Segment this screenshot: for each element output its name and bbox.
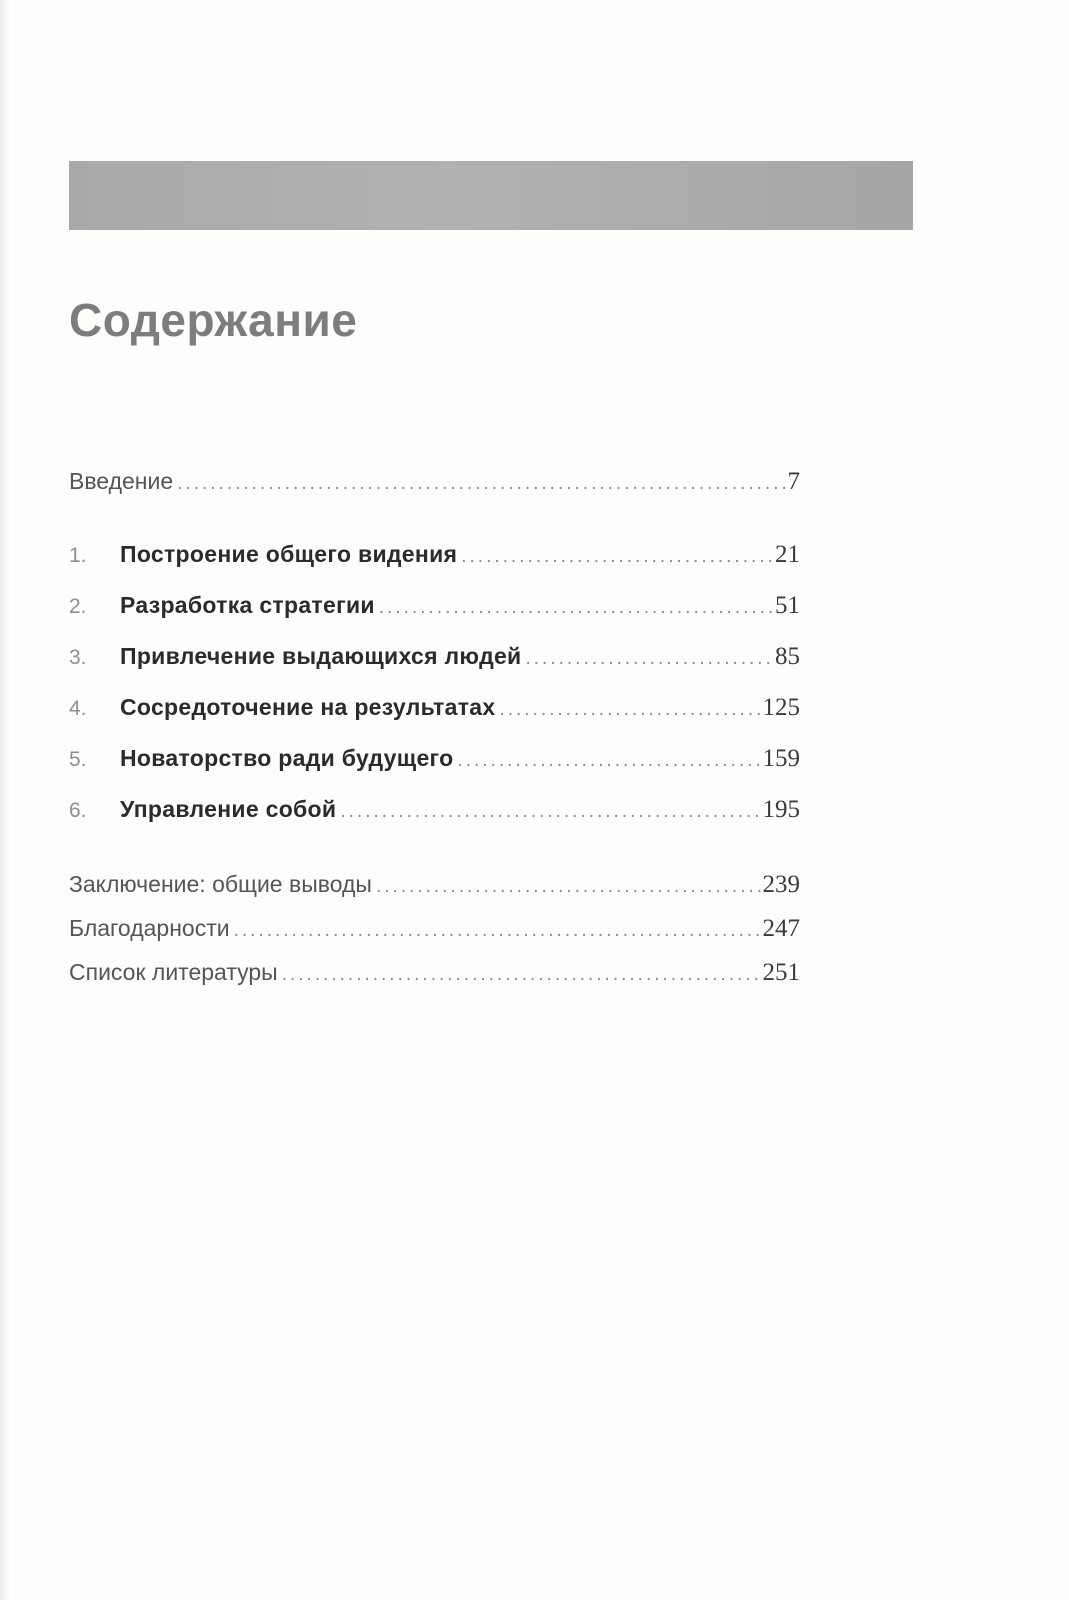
toc-page-number: 7: [787, 468, 800, 495]
toc-entry-introduction[interactable]: [69, 465, 800, 497]
toc-entry-label: Разработка стратегии: [120, 592, 375, 618]
toc-dot-leader: [457, 745, 760, 777]
toc-page-number: 251: [762, 959, 800, 986]
toc-entry-bibliography[interactable]: [69, 956, 800, 988]
toc-entry-chapter-6[interactable]: [69, 793, 800, 825]
toc-dot-leader: [234, 915, 761, 947]
toc-entry-label: Привлечение выдающихся людей: [120, 643, 522, 669]
toc-page-number: 125: [762, 694, 800, 721]
toc-entry-label: Управление собой: [120, 796, 337, 822]
toc-chapter-number: 1.: [69, 544, 87, 567]
toc-chapter-number: 4.: [69, 697, 87, 720]
toc-page-number: 239: [762, 871, 800, 898]
toc-entry-label: Благодарности: [69, 915, 230, 941]
toc-entry-acknowledgements[interactable]: [69, 912, 800, 944]
toc-chapter-number: 6.: [69, 799, 87, 822]
toc-dot-leader: [461, 541, 773, 573]
toc-entry-label: Сосредоточение на результатах: [120, 694, 496, 720]
toc-dot-leader: [379, 592, 773, 624]
toc-page-number: 85: [775, 643, 800, 670]
page-edge-shadow: [0, 0, 10, 1600]
toc-entry-label: Введение: [69, 468, 174, 494]
toc-dot-leader: [526, 643, 774, 675]
toc-entry-conclusion[interactable]: [69, 868, 800, 900]
toc-entry-label: Список литературы: [69, 959, 278, 985]
toc-page-number: 195: [762, 796, 800, 823]
toc-entry-chapter-3[interactable]: [69, 640, 800, 672]
toc-page-number: 159: [762, 745, 800, 772]
toc-page-number: 247: [762, 915, 800, 942]
toc-entry-label: Заключение: общие выводы: [69, 871, 372, 897]
toc-entry-chapter-4[interactable]: [69, 691, 800, 723]
toc-chapter-number: 5.: [69, 748, 87, 771]
toc-entry-chapter-5[interactable]: [69, 742, 800, 774]
page-title: Содержание: [69, 294, 358, 346]
toc-page-number: 21: [775, 541, 800, 568]
toc-dot-leader: [282, 959, 761, 991]
toc-chapter-number: 2.: [69, 595, 87, 618]
toc-dot-leader: [376, 871, 761, 903]
toc-dot-leader: [177, 468, 785, 500]
toc-page-number: 51: [775, 592, 800, 619]
toc-dot-leader: [499, 694, 760, 726]
table-of-contents: [69, 0, 800, 1600]
toc-chapter-number: 3.: [69, 646, 87, 669]
toc-entry-chapter-2[interactable]: [69, 589, 800, 621]
toc-entry-chapter-1[interactable]: [69, 538, 800, 570]
toc-entry-label: Новаторство ради будущего: [120, 745, 454, 771]
toc-dot-leader: [340, 796, 760, 828]
toc-entry-label: Построение общего видения: [120, 541, 458, 567]
